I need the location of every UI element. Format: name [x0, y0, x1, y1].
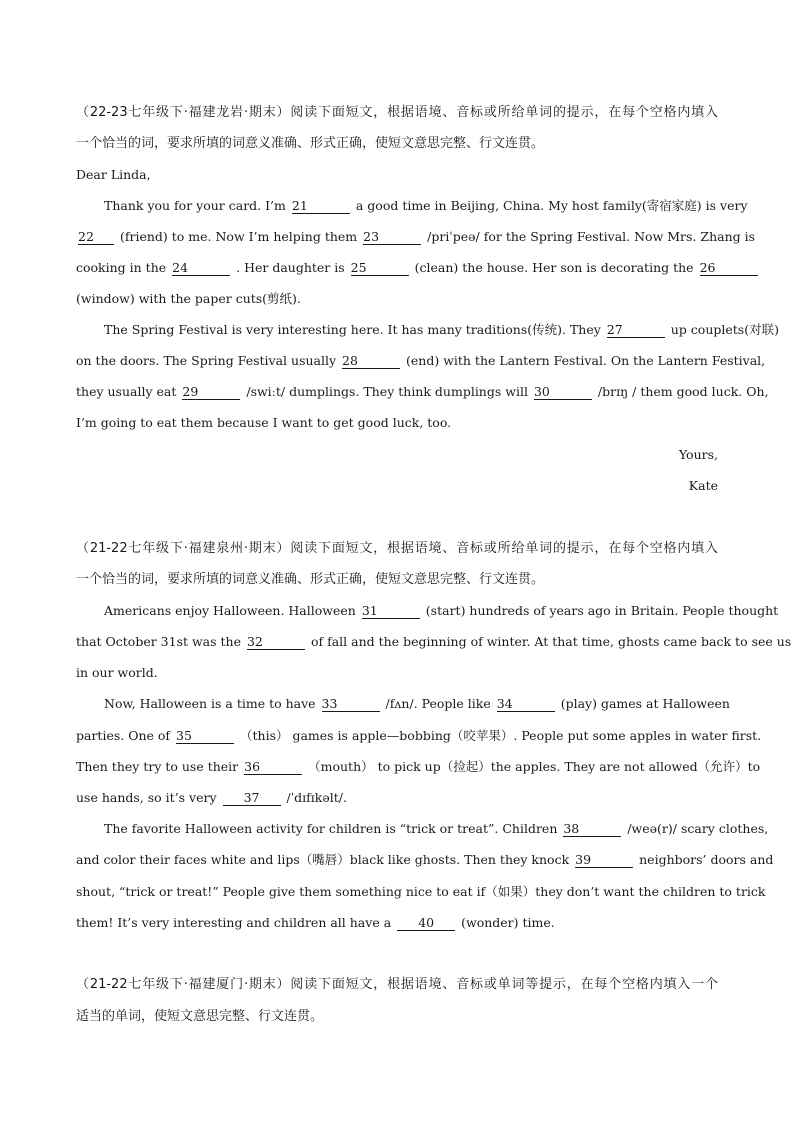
letter-closing: Yours, — [678, 447, 718, 462]
text: The Spring Festival is very interesting here. It has many traditions(传统). They — [104, 322, 601, 337]
passage-1-line-1 — [104, 197, 748, 215]
blank-31[interactable]: 31 — [362, 604, 420, 619]
passage-2-line-11 — [76, 914, 718, 932]
passage-2-line-4 — [104, 695, 730, 713]
text: neighbors’ doors and — [639, 852, 774, 867]
blank-32[interactable]: 32 — [247, 635, 305, 650]
text: (end) with the Lantern Festival. On the Lantern Festival, — [406, 353, 766, 368]
passage-2-line-3: in our world. — [76, 665, 158, 680]
text: (start) hundreds of years ago in Britain. People thought — [425, 603, 779, 618]
passage-1-line-8: I’m going to eat them because I want to get good luck, too. — [76, 415, 452, 430]
text: use hands, so it’s very — [76, 790, 217, 805]
text: (play) games at Halloween — [560, 696, 730, 711]
passage-2-line-10: shout, “trick or treat!” People give them something nice to eat if（如果）they don’t want the children to trick — [76, 884, 766, 899]
passage-1-line-3 — [76, 259, 718, 277]
blank-35[interactable]: 35 — [176, 729, 234, 744]
blank-28[interactable]: 28 — [342, 354, 400, 369]
text: /weə(r)/ scary clothes, — [627, 821, 769, 836]
passage-3-instruction-line-1: （21-22七年级下·福建厦门·期末）阅读下面短文，根据语境、音标或单词等提示，在每个空格内填入一个 — [76, 977, 718, 992]
blank-30[interactable]: 30 — [534, 385, 592, 400]
text: （mouth） to pick up（捡起）the apples. They are not allowed（允许）to — [308, 759, 761, 774]
text: on the doors. The Spring Festival usually — [76, 353, 337, 368]
text: /priˈpeə/ for the Spring Festival. Now Mrs. Zhang is — [427, 229, 756, 244]
blank-39[interactable]: 39 — [575, 853, 633, 868]
passage-1-line-7 — [76, 383, 769, 401]
passage-2-line-8 — [104, 820, 769, 838]
blank-38[interactable]: 38 — [563, 822, 621, 837]
blank-40[interactable]: 40 — [397, 916, 455, 931]
text: /swiːt/ dumplings. They think dumplings will — [246, 384, 528, 399]
text: Thank you for your card. I’m — [104, 198, 286, 213]
text: that October 31st was the — [76, 634, 241, 649]
letter-signature: Kate — [688, 478, 718, 493]
passage-1-instruction-line-1: （22-23七年级下·福建龙岩·期末）阅读下面短文，根据语境、音标或所给单词的提示，在每个空格内填入 — [76, 105, 718, 120]
passage-2-line-5 — [76, 727, 762, 745]
text: of fall and the beginning of winter. At that time, ghosts came back to see us — [310, 634, 792, 649]
text: The favorite Halloween activity for children is “trick or treat”. Children — [104, 821, 558, 836]
passage-1-line-6 — [76, 352, 766, 370]
passage-2-line-6 — [76, 758, 761, 776]
blank-34[interactable]: 34 — [497, 697, 555, 712]
blank-36[interactable]: 36 — [244, 760, 302, 775]
text: they usually eat — [76, 384, 177, 399]
passage-2-instruction-line-2: 一个恰当的词，要求所填的词意义准确、形式正确，使短文意思完整、行文连贯。 — [76, 572, 545, 587]
blank-21[interactable]: 21 — [292, 199, 350, 214]
blank-29[interactable]: 29 — [182, 385, 240, 400]
passage-2-line-1 — [104, 602, 779, 620]
passage-2-instruction-line-1: （21-22七年级下·福建泉州·期末）阅读下面短文，根据语境、音标或所给单词的提示，在每个空格内填入 — [76, 541, 718, 556]
blank-25[interactable]: 25 — [351, 261, 409, 276]
passage-2-line-2 — [76, 633, 792, 651]
text: Then they try to use their — [76, 759, 239, 774]
passage-3-instruction-line-2: 适当的单词，使短文意思完整、行文连贯。 — [76, 1009, 324, 1024]
blank-37[interactable]: 37 — [223, 791, 281, 806]
text: (clean) the house. Her son is decorating the — [414, 260, 694, 275]
text: Americans enjoy Halloween. Halloween — [104, 603, 356, 618]
passage-1-line-5 — [104, 321, 779, 339]
text: cooking in the — [76, 260, 167, 275]
blank-22[interactable]: 22 — [78, 230, 114, 245]
text: /ˈdɪfɪkəlt/. — [286, 790, 347, 805]
blank-27[interactable]: 27 — [607, 323, 665, 338]
passage-2-line-9 — [76, 851, 774, 869]
text: . Her daughter is — [236, 260, 345, 275]
blank-24[interactable]: 24 — [172, 261, 230, 276]
text: up couplets(对联) — [670, 322, 779, 337]
text: (friend) to me. Now I’m helping them — [119, 229, 358, 244]
blank-26[interactable]: 26 — [700, 261, 758, 276]
text: them! It’s very interesting and children all have a — [76, 915, 392, 930]
text: a good time in Beijing, China. My host family(寄宿家庭) is very — [355, 198, 748, 213]
blank-23[interactable]: 23 — [363, 230, 421, 245]
text: parties. One of — [76, 728, 171, 743]
text: (wonder) time. — [461, 915, 555, 930]
passage-1-line-2 — [76, 228, 756, 246]
blank-33[interactable]: 33 — [322, 697, 380, 712]
passage-1-instruction-line-2: 一个恰当的词，要求所填的词意义准确、形式正确，使短文意思完整、行文连贯。 — [76, 136, 545, 151]
text: /fʌn/. People like — [385, 696, 491, 711]
passage-2-line-7 — [76, 789, 718, 807]
passage-1-line-4: (window) with the paper cuts(剪纸). — [76, 291, 301, 306]
text: and color their faces white and lips（嘴唇）black like ghosts. Then they knock — [76, 852, 570, 867]
text: /brɪŋ / them good luck. Oh, — [597, 384, 769, 399]
text: （this） games is apple—bobbing（咬苹果）. People put some apples in water first. — [240, 728, 762, 743]
letter-greeting: Dear Linda, — [76, 167, 151, 182]
text: Now, Halloween is a time to have — [104, 696, 316, 711]
